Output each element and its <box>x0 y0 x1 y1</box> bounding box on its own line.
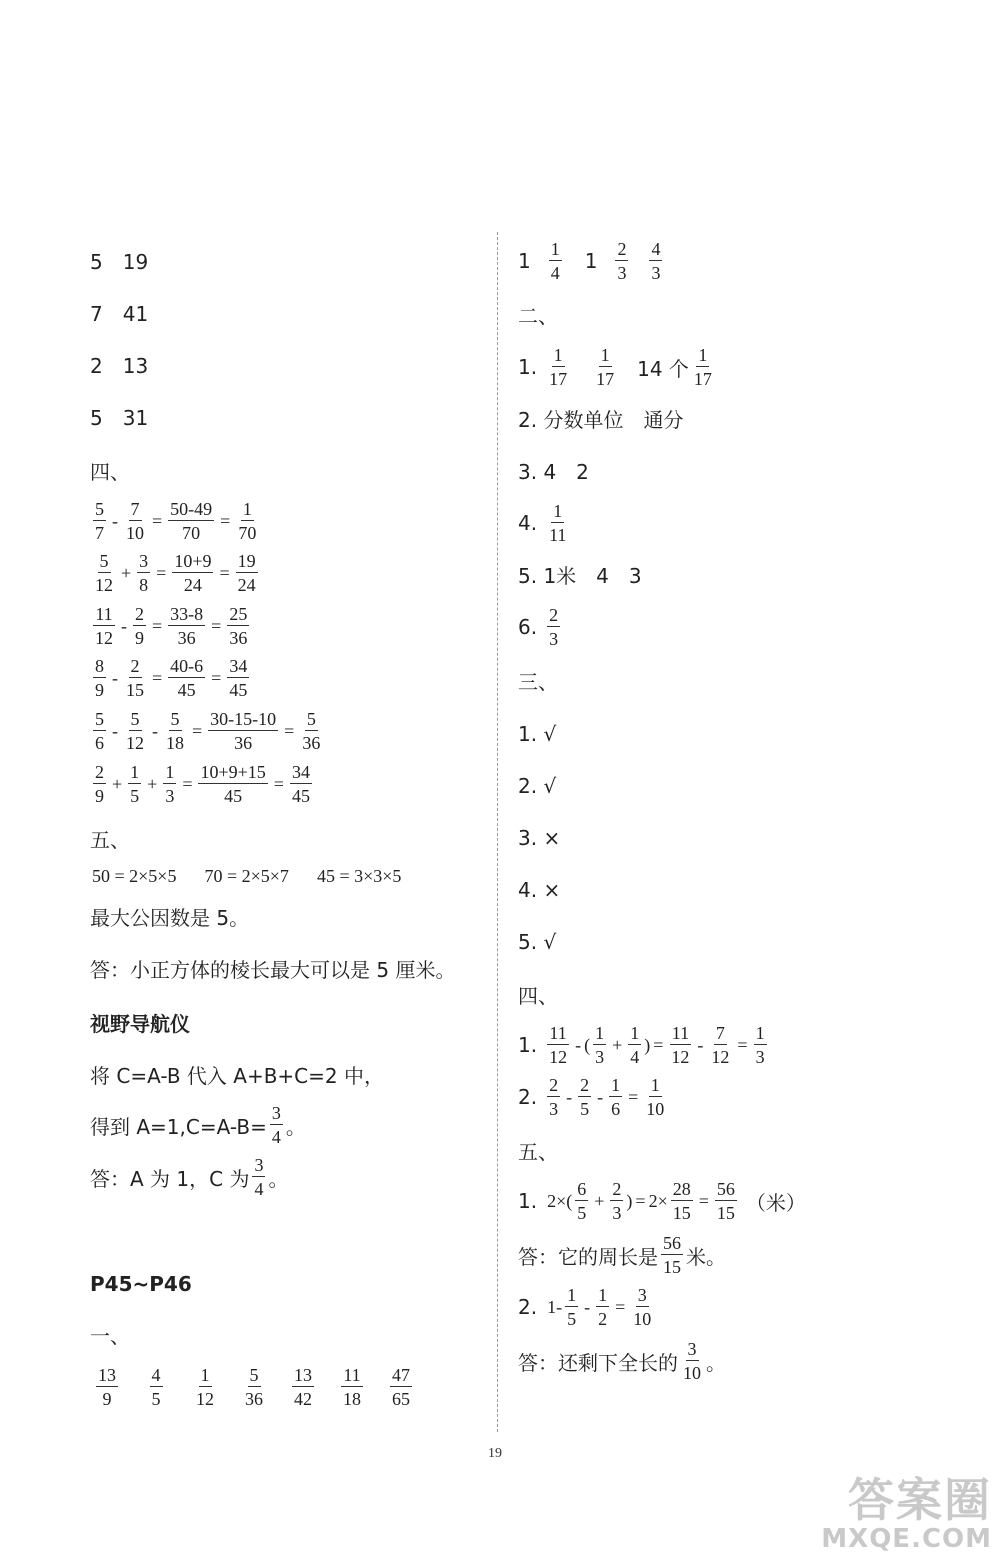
watermark-logo: 答案圈 <box>848 1473 992 1527</box>
equation-4: 8 9 - $\frac{2}{15}$ = $\frac{40-6}{45}$ = $\frac{34}{45}$ <box>95 656 248 700</box>
pair-line-4: 5 31 <box>90 406 149 430</box>
s3-item-3: 3. × <box>518 826 561 850</box>
fraction-row <box>90 1366 433 1408</box>
equation-2: 5 12 + $\frac{3}{8}$ = $\frac{10+9}{24}$ = $\frac{19}{24}$ <box>95 551 256 595</box>
p-section-1-title: 一、 <box>90 1324 130 1348</box>
cube-answer: 答：小正方体的棱长最大可以是 5 厘米。 <box>90 958 456 982</box>
pair-line-1: 5 19 <box>90 250 149 274</box>
factor-45: 45 = 3×3×5 <box>316 866 402 886</box>
left-section-4-title: 四、 <box>90 460 130 484</box>
s3-item-4: 4. × <box>518 878 561 902</box>
s2-item-5: 5. 1米 4 3 <box>518 564 642 588</box>
s2-item-6: 6. 2 3 <box>518 605 559 649</box>
s3-item-5: 5. √ <box>518 930 557 954</box>
pair-line-3: 2 13 <box>90 354 149 378</box>
fraction-item: 11 18 <box>343 1365 361 1409</box>
s2-item-4: 4. 1 11 <box>518 501 567 545</box>
nav-answer: 答：A 为 1，C 为 3 4 。 <box>90 1155 289 1199</box>
s2-item-1: 1. 1 17 1 17 14 个 1 17 <box>518 345 712 389</box>
s5-answer-1: 答：它的周长是 56 15 米。 <box>518 1233 726 1277</box>
page-number: 19 <box>488 1446 502 1461</box>
s4-item-2: 2. 2 3 - 2 5 - $\frac{1}{6}$ = $\frac{1}{10}$ <box>518 1075 665 1119</box>
fraction-item: 47 65 <box>392 1365 410 1409</box>
fraction-item: 5 36 <box>245 1365 263 1409</box>
factor-50: 50 = 2×5×5 <box>92 866 177 886</box>
equation-3: 11 12 - $\frac{2}{9}$ = $\frac{33-8}{36}$ = $\frac{25}{36}$ <box>95 604 248 648</box>
fraction-item: 1 12 <box>196 1365 214 1409</box>
fraction-item: 13 42 <box>294 1365 312 1409</box>
equation-5: 5 6 - 5 12 - $\frac{5}{18}$ = $\frac{30-15-10}{36}$ = $\frac{5}{36}$ <box>95 709 321 753</box>
s3-item-2: 2. √ <box>518 774 557 798</box>
nav-title: 视野导航仪 <box>90 1012 190 1036</box>
pair-line-2: 7 41 <box>90 302 149 326</box>
s4-item-1: 1. 11 12 - ( 1 3 + $\frac{1}{4}$ ) = $\frac{11}{12}$ - $\frac{7}{12}$ = $\frac{1}{3}$ <box>518 1023 765 1067</box>
nav-line-2: 得到 A=1,C=A-B= $\frac{3}{4}$ 。 <box>90 1103 306 1147</box>
s2-item-3: 3. 4 2 <box>518 460 589 484</box>
factorization-line <box>92 866 401 887</box>
s5-answer-2: 答：还剩下全长的 3 10 。 <box>518 1339 726 1383</box>
equation-6: 2 9 + $\frac{1}{5}$ + $\frac{1}{3}$ = $\frac{10+9+15}{45}$ = $\frac{34}{45}$ <box>95 762 310 806</box>
watermark <box>821 1475 992 1553</box>
watermark-url: MXQE.COM <box>821 1524 992 1554</box>
right-section-2-title: 二、 <box>518 304 558 328</box>
fraction-item: 4 5 <box>151 1365 161 1409</box>
s5-item-1: 1. 2×( 6 5 + $\frac{2}{3}$ ) = 2× $\frac{28}{15}$ = $\frac{56}{15}$ （米） <box>518 1179 806 1223</box>
s5-item-2: 2. 1- 1 5 - $\frac{1}{2}$ = $\frac{3}{10}$ <box>518 1285 652 1329</box>
gcd-statement: 最大公因数是 5。 <box>90 906 250 930</box>
fraction-item: 13 9 <box>98 1365 116 1409</box>
s3-item-1: 1. √ <box>518 722 557 746</box>
column-divider <box>497 232 498 1432</box>
right-section-4-title: 四、 <box>518 984 558 1008</box>
right-section-5-title: 五、 <box>518 1140 558 1164</box>
nav-line-1: 将 C=A-B 代入 A+B+C=2 中， <box>90 1064 384 1088</box>
equation-1: 5 7 - $\frac{7}{10}$ = $\frac{50-49}{70}$ = $\frac{1}{70}$ <box>95 499 257 543</box>
right-top-line: 1 1 4 1 2 3 4 3 <box>518 239 661 283</box>
left-section-5-title: 五、 <box>90 828 130 852</box>
right-section-3-title: 三、 <box>518 670 558 694</box>
s2-item-2: 2. 分数单位 通分 <box>518 408 684 432</box>
factor-70: 70 = 2×5×7 <box>204 866 289 886</box>
page-range-title: P45~P46 <box>90 1272 192 1296</box>
